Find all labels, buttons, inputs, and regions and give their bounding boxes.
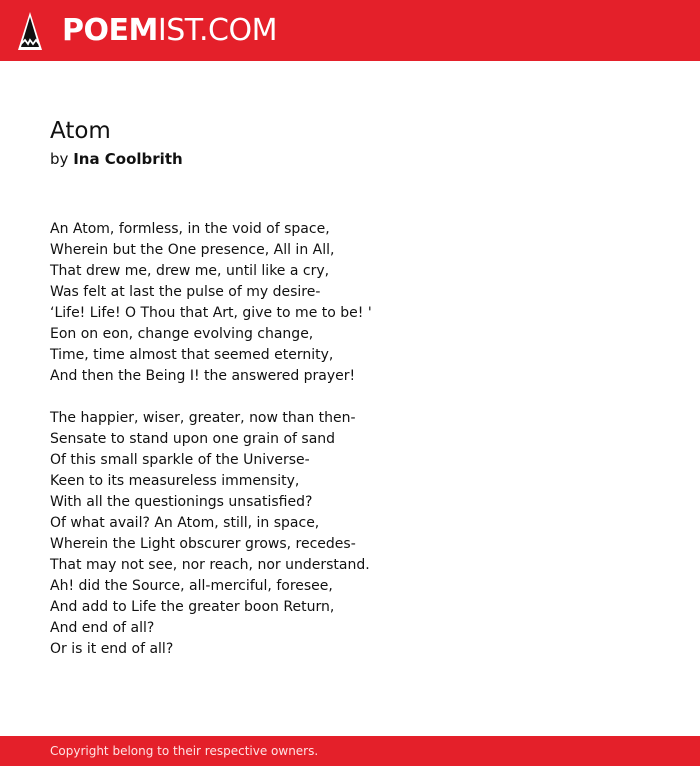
- poem-line: ‘Life! Life! O Thou that Art, give to me to be! ': [50, 305, 372, 321]
- pencil-logo-icon[interactable]: [17, 11, 43, 51]
- poem-line: Eon on eon, change evolving change,: [50, 326, 314, 342]
- site-logo-wordmark[interactable]: [62, 13, 277, 49]
- stanza-break: [50, 387, 372, 408]
- poem-byline: [50, 149, 183, 169]
- poem-line: And add to Life the greater boon Return,: [50, 599, 335, 615]
- poem-line: An Atom, formless, in the void of space,: [50, 221, 330, 237]
- poem-line: The happier, wiser, greater, now than then-: [50, 410, 356, 426]
- poem-line: Wherein the Light obscurer grows, recedes-: [50, 536, 356, 552]
- poem-line: Sensate to stand upon one grain of sand: [50, 431, 336, 447]
- poem-line: With all the questionings unsatisfied?: [50, 494, 313, 510]
- byline-prefix: by: [50, 150, 69, 168]
- poem-title: Atom: [50, 118, 111, 144]
- poem-line: Keen to its measureless immensity,: [50, 473, 300, 489]
- logo-light-text: IST.COM: [157, 13, 277, 48]
- poem-body: [50, 219, 372, 660]
- site-footer: [0, 736, 700, 766]
- copyright-notice: Copyright belong to their respective owners.: [50, 744, 319, 758]
- author-name[interactable]: Ina Coolbrith: [73, 150, 183, 168]
- logo-bold-text: POEM: [62, 13, 158, 48]
- stanza: [50, 219, 372, 387]
- poem-line: Or is it end of all?: [50, 641, 174, 657]
- poem-line: And then the Being I! the answered prayer!: [50, 368, 356, 384]
- site-header: [0, 0, 700, 61]
- poem-line: That drew me, drew me, until like a cry,: [50, 263, 330, 279]
- poem-line: Of this small sparkle of the Universe-: [50, 452, 310, 468]
- poem-line: That may not see, nor reach, nor understand.: [50, 557, 370, 573]
- poem-line: Was felt at last the pulse of my desire-: [50, 284, 321, 300]
- poem-line: Time, time almost that seemed eternity,: [50, 347, 334, 363]
- poem-line: Ah! did the Source, all-merciful, foresee,: [50, 578, 333, 594]
- poem-line: Of what avail? An Atom, still, in space,: [50, 515, 320, 531]
- poem-line: Wherein but the One presence, All in All,: [50, 242, 335, 258]
- poem-line: And end of all?: [50, 620, 155, 636]
- stanza: [50, 408, 372, 660]
